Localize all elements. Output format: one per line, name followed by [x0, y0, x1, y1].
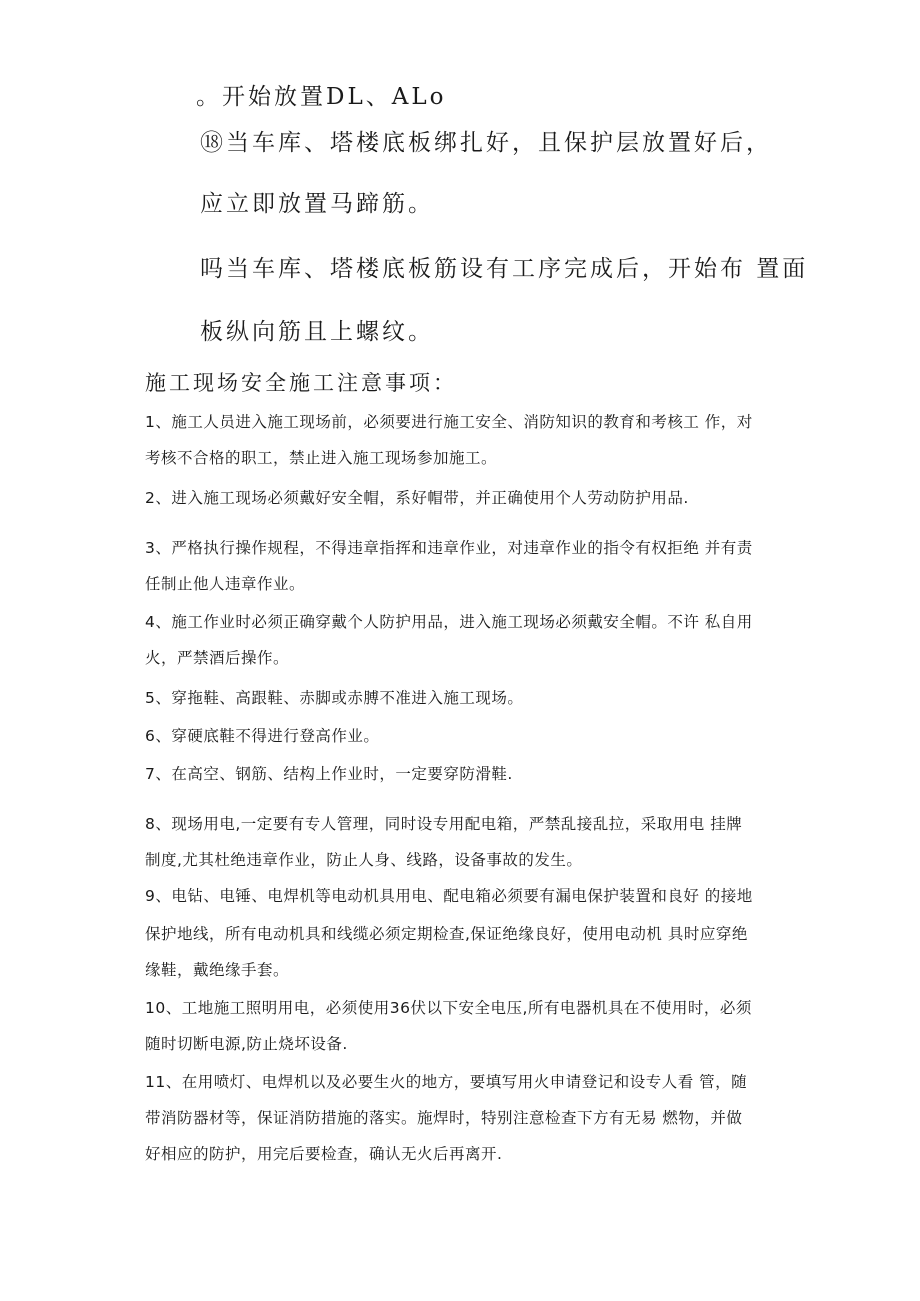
step-line-1: 。开始放置DL、ALo: [196, 84, 447, 110]
step-line-4: 吗当车库、塔楼底板筋设有工序完成后，开始布 置面: [200, 256, 809, 282]
safety-line-16: 10、工地施工照明用电，必须使用36伏以下安全电压,所有电器机具在不使用时，必须: [145, 999, 752, 1017]
safety-line-12: 制度,尤其杜绝违章作业，防止人身、线路，设备事故的发生。: [145, 851, 583, 869]
safety-line-9: 6、穿硬底鞋不得进行登高作业。: [145, 727, 380, 745]
safety-line-10: 7、在高空、钢筋、结构上作业时，一定要穿防滑鞋.: [145, 765, 513, 783]
safety-line-20: 好相应的防护，用完后要检查，确认无火后再离开.: [145, 1145, 503, 1163]
step-line-5: 板纵向筋且上螺纹。: [200, 319, 434, 345]
safety-line-7: 火，严禁酒后操作。: [145, 649, 290, 667]
safety-line-2: 考核不合格的职工，禁止进入施工现场参加施工。: [145, 449, 498, 467]
safety-heading: 施工现场安全施工注意事项：: [145, 371, 457, 395]
safety-line-13: 9、电钻、电锤、电焊机等电动机具用电、配电箱必须要有漏电保护装置和良好 的接地: [145, 887, 753, 905]
safety-line-4: 3、严格执行操作规程，不得违章指挥和违章作业，对违章作业的指令有权拒绝 并有责: [145, 539, 753, 557]
step-line-2: ⑱当车库、塔楼底板绑扎好，且保护层放置好后，: [200, 130, 772, 156]
safety-line-19: 带消防器材等，保证消防措施的落实。施焊时，特别注意检查下方有无易 燃物，并做: [145, 1109, 743, 1127]
safety-line-11: 8、现场用电,一定要有专人管理，同时设专用配电箱，严禁乱接乱拉，采取用电 挂牌: [145, 815, 743, 833]
safety-line-15: 缘鞋，戴绝缘手套。: [145, 961, 290, 979]
safety-line-18: 11、在用喷灯、电焊机以及必要生火的地方，要填写用火申请登记和设专人看 管，随: [145, 1073, 748, 1091]
safety-line-6: 4、施工作业时必须正确穿戴个人防护用品，进入施工现场必须戴安全帽。不许 私自用: [145, 613, 753, 631]
safety-line-5: 任制止他人违章作业。: [145, 575, 306, 593]
safety-line-17: 随时切断电源,防止烧坏设备.: [145, 1035, 348, 1053]
safety-line-8: 5、穿拖鞋、高跟鞋、赤脚或赤膊不准进入施工现场。: [145, 689, 524, 707]
step-line-3: 应立即放置马蹄筋。: [200, 191, 434, 217]
safety-line-1: 1、施工人员进入施工现场前，必须要进行施工安全、消防知识的教育和考核工 作，对: [145, 413, 753, 431]
safety-line-3: 2、进入施工现场必须戴好安全帽，系好帽带，并正确使用个人劳动防护用品.: [145, 489, 689, 507]
safety-line-14: 保护地线，所有电动机具和线缆必须定期检查,保证绝缘良好，使用电动机 具时应穿绝: [145, 925, 748, 943]
